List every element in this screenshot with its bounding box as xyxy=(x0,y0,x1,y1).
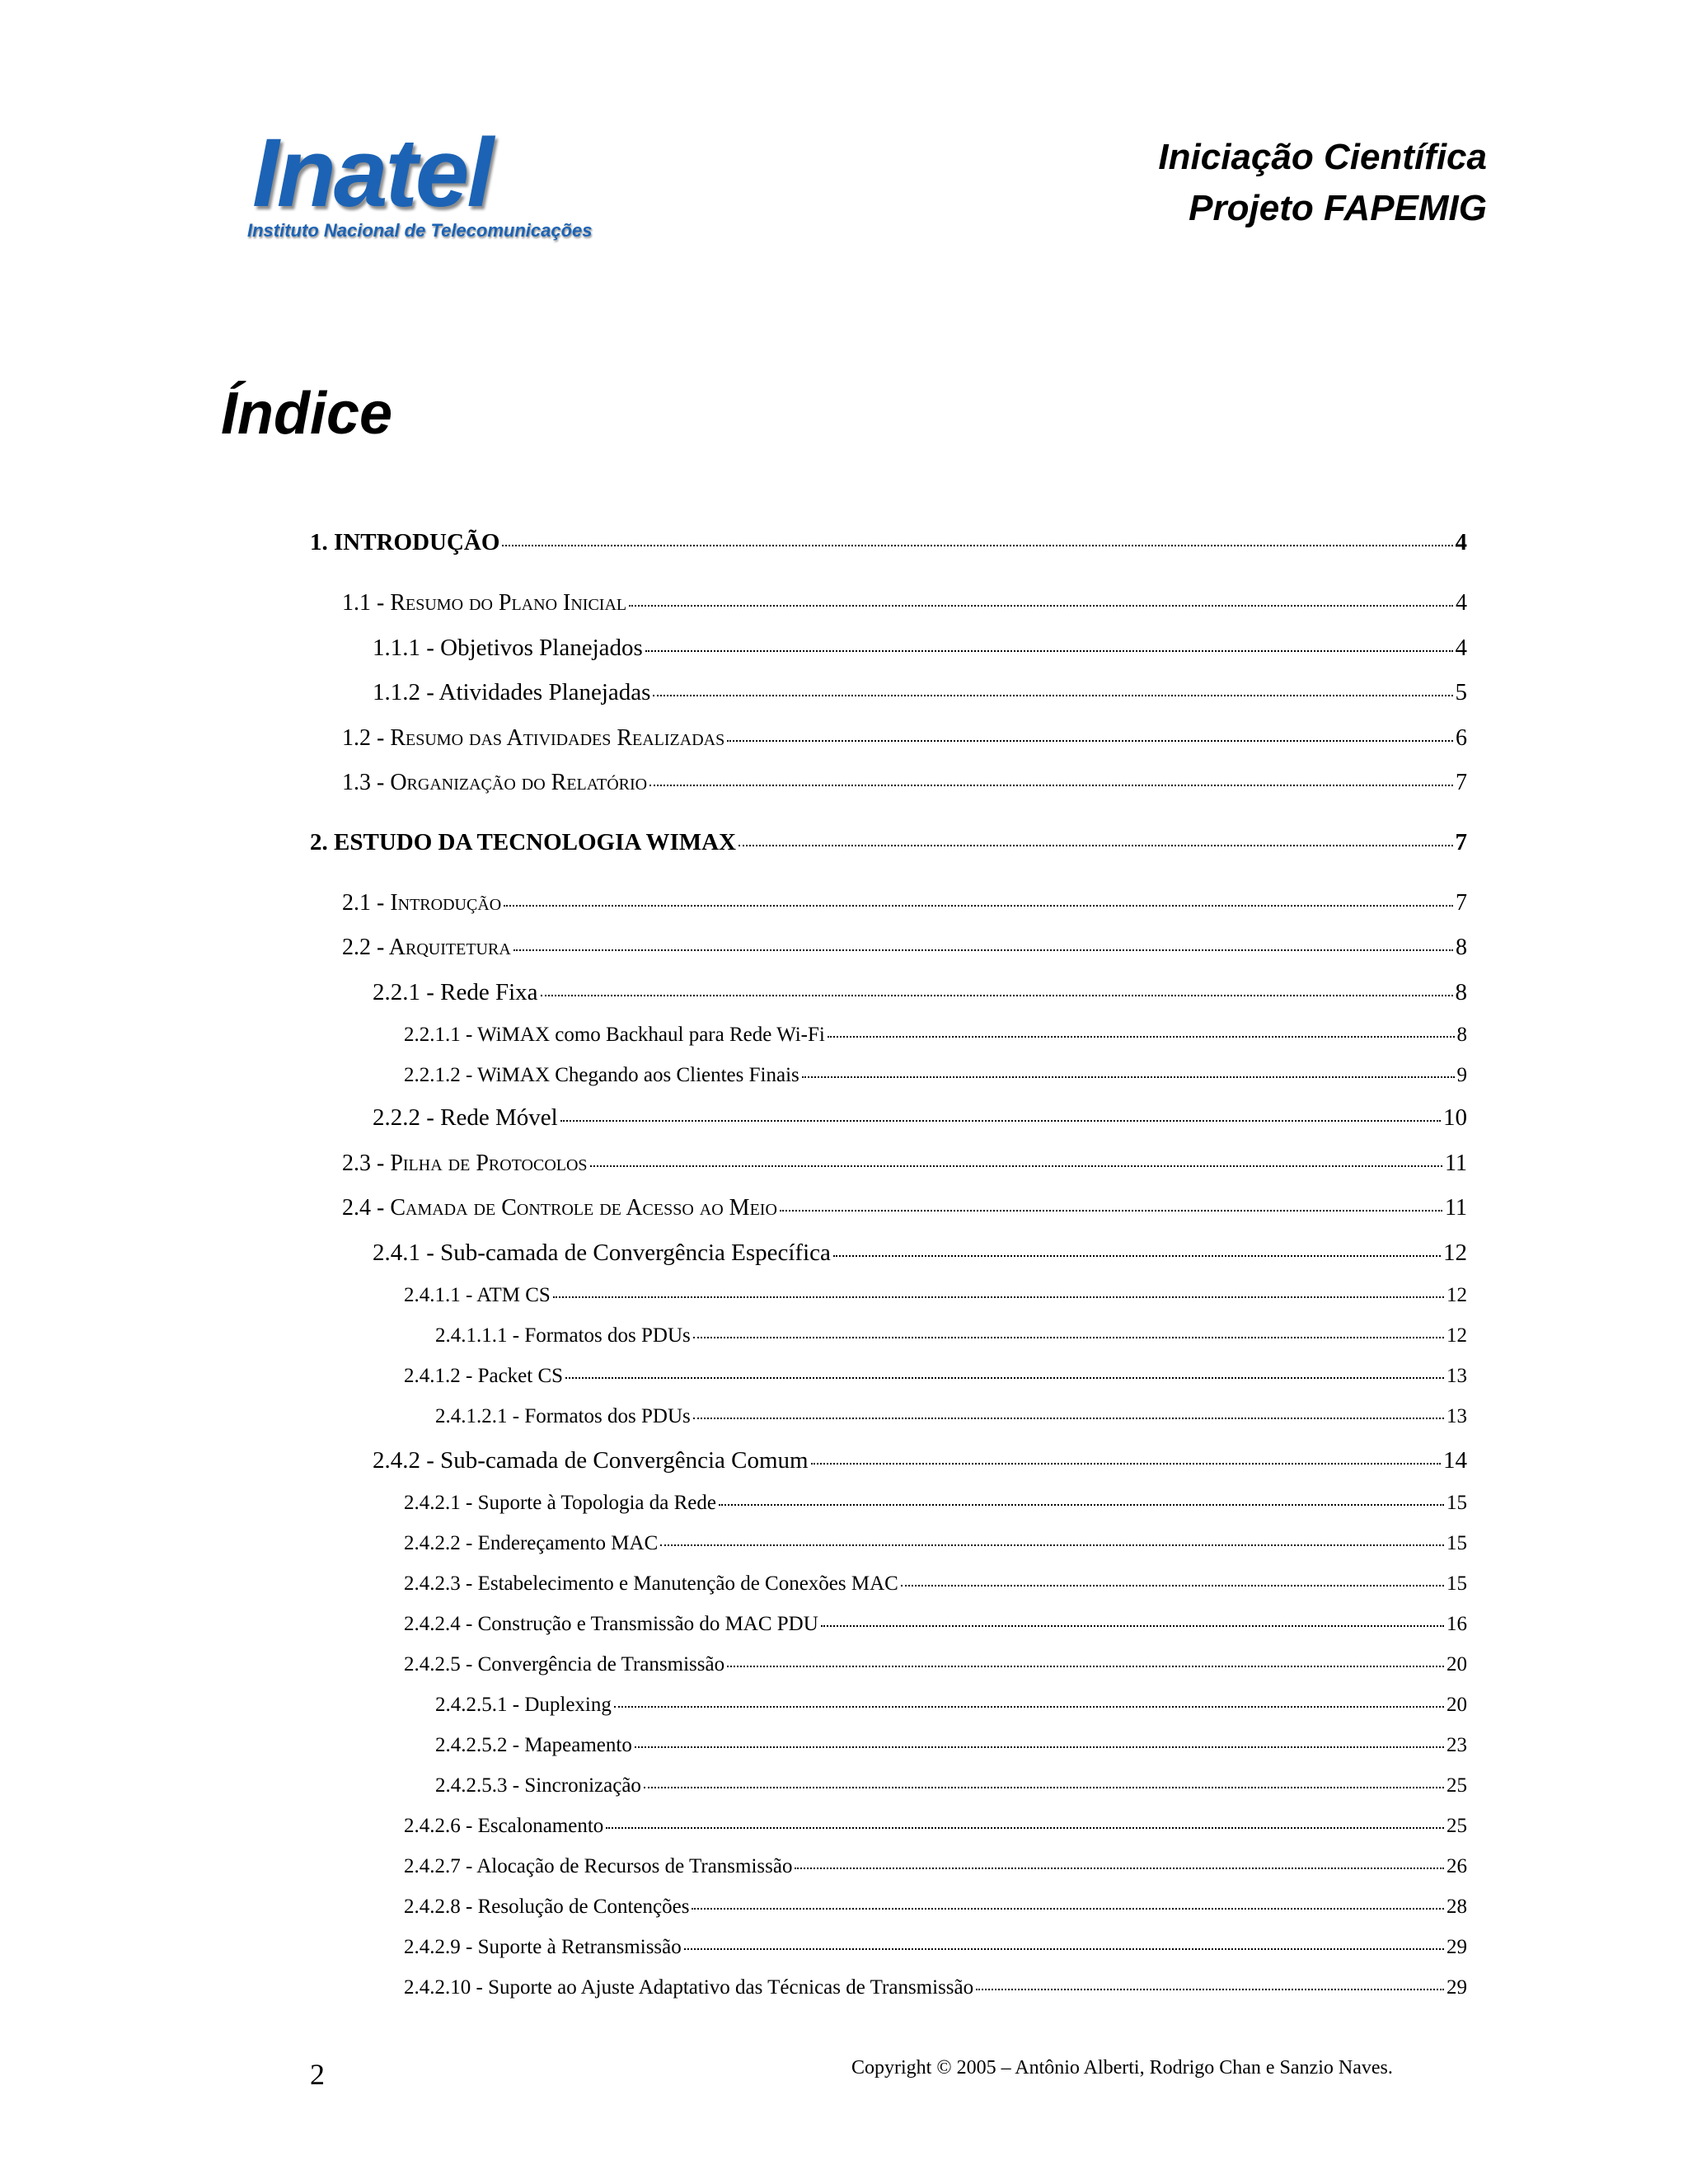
leader-dots xyxy=(502,545,1452,546)
toc-entry[interactable]: 1.2 - Resumo das Atividades Realizadas 6 xyxy=(342,725,1467,751)
leader-dots xyxy=(644,1787,1444,1788)
leader-dots xyxy=(649,785,1453,786)
leader-dots xyxy=(802,1076,1455,1078)
header-line-1: Iniciação Científica xyxy=(1158,137,1487,177)
leader-dots xyxy=(828,1036,1455,1038)
leader-dots xyxy=(795,1868,1444,1869)
toc-entry[interactable]: 1.3 - Organização do Relatório 7 xyxy=(342,770,1467,795)
toc-entry[interactable]: 2.4.2.6 - Escalonamento 25 xyxy=(404,1815,1467,1837)
toc-entry[interactable]: 2.4.2.3 - Estabelecimento e Manutenção de Conexões MAC 15 xyxy=(404,1572,1467,1595)
toc-entry[interactable]: 2.2.1.2 - WiMAX Chegando aos Clientes Finais 9 xyxy=(404,1064,1467,1086)
leader-dots xyxy=(653,695,1452,696)
leader-dots xyxy=(541,995,1453,996)
toc-entry[interactable]: 2.4.1.1 - ATM CS 12 xyxy=(404,1284,1467,1306)
leader-dots xyxy=(504,905,1453,907)
leader-dots xyxy=(635,1746,1444,1748)
toc-entry[interactable]: 2.4.2.5.3 - Sincronização 25 xyxy=(435,1774,1467,1797)
toc-entry[interactable]: 2.4.2 - Sub-camada de Convergência Comum 14 xyxy=(373,1447,1467,1474)
leader-dots xyxy=(565,1377,1444,1379)
inatel-logo xyxy=(247,119,635,251)
toc-entry[interactable]: 2.2.1.1 - WiMAX como Backhaul para Rede Wi-Fi 8 xyxy=(404,1024,1467,1046)
toc-entry[interactable]: 2.4.2.10 - Suporte ao Ajuste Adaptativo das Técnicas de Transmissão 29 xyxy=(404,1976,1467,1999)
leader-dots xyxy=(780,1210,1442,1212)
header-line-2: Projeto FAPEMIG xyxy=(1189,188,1487,228)
leader-dots xyxy=(833,1255,1441,1257)
toc-entry[interactable]: 2.4.2.5 - Convergência de Transmissão 20 xyxy=(404,1653,1467,1675)
toc-entry[interactable]: 1.1 - Resumo do Plano Inicial 4 xyxy=(342,590,1467,616)
toc-entry[interactable]: 2.4.2.5.2 - Mapeamento 23 xyxy=(435,1734,1467,1756)
toc-entry[interactable]: 2.3 - Pilha de Protocolos 11 xyxy=(342,1151,1467,1176)
toc-entry[interactable]: 2.4.1.2 - Packet CS 13 xyxy=(404,1365,1467,1387)
page-title: Índice xyxy=(221,381,393,447)
logo-subtitle: Instituto Nacional de Telecomunicações xyxy=(247,220,593,241)
toc-entry[interactable]: 2.4.2.2 - Endereçamento MAC 15 xyxy=(404,1532,1467,1554)
leader-dots xyxy=(560,1120,1441,1122)
leader-dots xyxy=(901,1585,1444,1586)
leader-dots xyxy=(684,1948,1444,1950)
toc-entry[interactable]: 2.4.2.4 - Construção e Transmissão do MAC PDU 16 xyxy=(404,1613,1467,1635)
leader-dots xyxy=(693,1337,1444,1338)
leader-dots xyxy=(513,949,1453,951)
leader-dots xyxy=(629,605,1453,607)
toc-entry[interactable]: 2.4.1 - Sub-camada de Convergência Específica 12 xyxy=(373,1240,1467,1266)
logo-wordmark: Inatel xyxy=(252,119,492,227)
toc-entry[interactable]: 2.4.1.1.1 - Formatos dos PDUs 12 xyxy=(435,1324,1467,1347)
toc-entry[interactable]: 2.4.2.8 - Resolução de Contenções 28 xyxy=(404,1896,1467,1918)
page-number: 2 xyxy=(310,2058,325,2091)
toc-entry[interactable]: 2.2.1 - Rede Fixa 8 xyxy=(373,979,1467,1005)
leader-dots xyxy=(821,1625,1444,1627)
toc-entry[interactable]: 2.4.2.7 - Alocação de Recursos de Transmissão 26 xyxy=(404,1855,1467,1877)
toc-entry[interactable]: 2.2.2 - Rede Móvel 10 xyxy=(373,1104,1467,1131)
toc-entry[interactable]: 2.4.1.2.1 - Formatos dos PDUs 13 xyxy=(435,1405,1467,1427)
document-header xyxy=(1158,132,1487,234)
toc-entry[interactable]: 1.1.2 - Atividades Planejadas 5 xyxy=(373,679,1467,705)
leader-dots xyxy=(645,650,1453,652)
leader-dots xyxy=(719,1504,1444,1506)
leader-dots xyxy=(614,1706,1444,1708)
toc-entry[interactable]: 2.4.2.5.1 - Duplexing 20 xyxy=(435,1694,1467,1716)
toc-entry[interactable]: 2.4.2.9 - Suporte à Retransmissão 29 xyxy=(404,1936,1467,1958)
leader-dots xyxy=(693,1418,1444,1419)
leader-dots xyxy=(811,1463,1441,1465)
leader-dots xyxy=(606,1827,1444,1829)
toc-entry[interactable]: 2. ESTUDO DA TECNOLOGIA WIMAX 7 xyxy=(310,829,1467,855)
leader-dots xyxy=(590,1165,1442,1167)
toc-entry[interactable]: 2.4 - Camada de Controle de Acesso ao Meio 11 xyxy=(342,1195,1467,1221)
toc-entry[interactable]: 1.1.1 - Objetivos Planejados 4 xyxy=(373,635,1467,661)
leader-dots xyxy=(553,1296,1444,1298)
leader-dots xyxy=(976,1989,1444,1990)
leader-dots xyxy=(738,845,1452,846)
leader-dots xyxy=(727,740,1453,742)
toc-entry[interactable]: 1. INTRODUÇÃO 4 xyxy=(310,529,1467,555)
leader-dots xyxy=(660,1544,1444,1546)
leader-dots xyxy=(727,1666,1444,1667)
toc-entry[interactable]: 2.1 - Introdução 7 xyxy=(342,890,1467,916)
leader-dots xyxy=(692,1908,1444,1910)
toc-entry[interactable]: 2.2 - Arquitetura 8 xyxy=(342,935,1467,960)
toc-entry[interactable]: 2.4.2.1 - Suporte à Topologia da Rede 15 xyxy=(404,1492,1467,1514)
copyright-notice: Copyright © 2005 – Antônio Alberti, Rodrigo Chan e Sanzio Naves. xyxy=(851,2057,1393,2079)
